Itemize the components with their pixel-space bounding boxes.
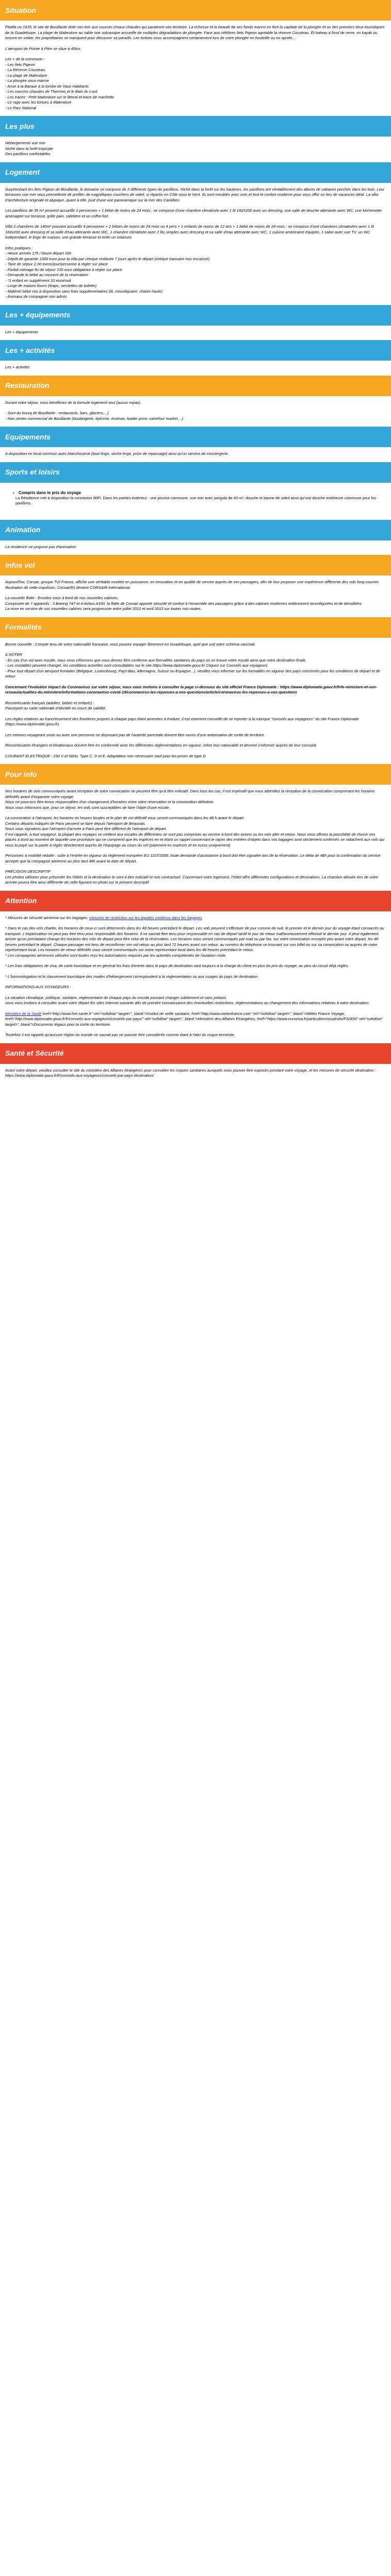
list-item: - Taxe de séjour 2,30 euros/jour/personne à régler sur place [5,262,108,266]
infos-paragraph: Aujourd'hui, Corsair, groupe TUI France, affiche une véritable montée en puissance, en innovation et en qualité de service auprès de ses passagers, afin de leur proposer une expérience différente des vols long courrier. Illustration de cette impulsion, Corsair(R) devient CORSAIR International. [5,580,381,590]
section-text: Les + activités [5,365,30,369]
sports-section [0,483,391,520]
formalites-section [0,638,391,765]
equipements-section [0,447,391,462]
activites-plus-section [0,361,391,376]
attention-section [0,911,391,1043]
section-header-formalites [0,617,391,638]
logement-paragraph: Surplombant les îlets Pigeon de Bouillante, le domaine se compose de 3 différents types de pavillons. Niché dans la forêt sur les hauteurs, les pavillons ont véritablement des allures de cabanes perchés dans les bois. Leur terrasses vue mer vous permettront de profiter de magnifiques couchers de soleil, si répartis en Côte sous le Vent. Ils sont meublés avec soin et tout le confort moderne pour vous offrir un lieu de vacances idéal. La villa d'architecture originale et atypique, quant à elle, jouit d'une vue panoramique sur la mer des Caraïbes. [5,187,386,202]
pour-info-paragraph: Nos horaires de vols communiqués avant réception de votre convocation ne peuvent être qu'à titre indicatif. Dans tous les cas, il est impératif que vous attendiez la réception de la convocation comprenant les horaires définitifs avant d'organiser votre voyage. Nous ne pourrons être tenus responsables d'un changement d'horaires entre votre réservation et la convocation définitive. Nous vous informons que, pour ce séjour, les vols sont susceptibles de faire l'objet d'une escale. [5,789,375,810]
logement-paragraph: Villa 2 chambres de 140m² pouvant accueillir 4 personnes + 2 bébés de moins de 24 mois ou 4 pers + 1 enfants de moins de 12 ans + 1 bébé de moins de 24 mois ; se compose d'une chambres climatisées avec 1 lit 160x200 avec dressing et sa salle d'eau attenante avec WC, 1 chambre climatisée avec 2 lits simples avec dressing et sa salle d'eau attenante avec WC, 1 cuisine américaine équipée, 1 salon avec vue TV, un WC indépendant, le linge de maison, une grande terrasse et enfin un solarium. [5,224,375,240]
restauration-line: - Non centre commercial de Bouillante (boulangerie, épicerie, écomax, loader price, carrefour market,...) [5,416,184,421]
list-item: - Le Parc National [5,105,37,110]
infos-vol-section [0,575,391,617]
section-title: Sports et loisirs [5,468,60,477]
section-header-plus [0,116,391,137]
section-header-pour-info [0,764,391,785]
list-item: - La Réserve Cousteau [5,67,45,72]
formalites-paragraph: Ressortissants français (adultes, bébés et enfants) : Passeport ou carte nationale d'identité en cours de validité. [5,700,107,710]
bullet-label: Compris dans le prix du voyage [19,490,81,495]
list-item: Des pavillons confortables [5,151,51,156]
list-item: - Dépôt de garantie 1000 euro pour la villa par cheque restituée 7 jours après le départ (chèque bancaire non encaissé) [5,256,210,261]
list-item: Hébergements vue mer [5,141,46,145]
attention-paragraph: * Dans le cas des vols charter, les horaires de ceux-ci sont déterminés dans les 48 heures précédant le départ. Les vols peuvent s'effectuer de jour comme de nuit, le premier et le dernier jour du voyage étant consacrés au transport. L'organisateur ne peut pas être tenu pour responsable des horaires. Il ne saurait être tenu pour responsable en cas de départ tardif le jour de retour malheureusement effectué le dernier jour. Il peut également arriver qu'un prestataire change les horaires des vols de départ peut être celui de la réservation. Les horaires vous seront communiqués par mail ou par fax, sur votre convocation envoyée peu avant votre départ, les 48 heures précédant le départ. Chaque passager est tenu de reconfirmer son vol retour au plus tard 72 heures avant son retour, au numéro de téléphone se trouvant sur son billet ou sur sa convocation ou auprès de notre représentant local. Les horaires de retour définitifs vous seront communiqués sur notre représentant local dans les 48 heures précédant le retour. * Les compagnies aériennes utilisées sont toutes reçu les autorisations requises par les autorités compétentes de l'aviation civile. [5,926,384,958]
section-title: Les plus [5,122,35,130]
list-item: - Les Ilets Pigeon [5,62,35,67]
list-item: - Anse à la Barque à la tombe de Vaux Habitants [5,83,89,89]
list-item: Niché dans la forêt tropicale [5,146,53,151]
attention-paragraph [5,1011,386,1028]
section-header-situation [0,0,391,21]
equipements-plus-section [0,326,391,341]
section-title: Santé et Sécurité [5,1049,64,1058]
attention-paragraph [5,916,386,921]
restauration-paragraph: Durant votre séjour, vous bénéficiez de la formule logement seul (aucun repas). [5,400,141,405]
liquid-restrictions-link[interactable]: mesures de restriction sur les liquides contenus dans les bagages [89,915,202,920]
list-item: - La plage de Malendure [5,73,47,78]
formalites-paragraph: Les mineurs voyageant seuls ou avec une personne ne disposant pas de l'autorité parentale doivent être munis d'une autorisation de sortie de territoire. [5,732,265,737]
sante-section [0,1064,391,1084]
pour-info-section [0,785,391,891]
section-header-restauration [0,376,391,396]
list-item: - Les sources chaudes de Thermes et le Bain du Lord [5,89,97,94]
attention-paragraph: * Les frais obligatoires de visa, de carte touristique et en général les frais d'entrée dans le pays de destination sont toujours à la charge du client en plus du prix du voyage, au plus du circuit déjà réglés. [5,963,349,968]
restauration-line: - Sont du bourg de Bouillante : restaurants, bars, glaciers,...) [5,411,109,415]
section-title: Attention [5,896,37,905]
situation-paragraph: Flotilla no 1635, le site de Bouillante doté non-loin aux sources d'eaux chaudes qui paraitront son territoire. La richesse et la beauté de ses fonds marins en font la capitale de la plongée et un des premiers lieux touristiques de la Guadeloupe. La plage de Malendure au sable noir volcanique accueille de multiples dégradations de plongée. Face aux célèbres îlets Pigeon agréable la réserve Cousteau. Et bateau à fond de verre, en kayak ou encore en voilier, les propriétaires se manquent pour découvrir sa paradis. Les tortues vous accompagnent certainement lors de votre plongée en bouteille ou en apnée... [5,25,386,40]
list-item: - Le rage avec les tortues à Malendure [5,100,72,105]
bullet-included [19,490,386,496]
ministry-health-link[interactable]: Ministère de la Santé [5,1011,42,1016]
section-title: Equipements [5,432,51,441]
attention-text: * Mesures de sécurité aérienne sur les bagages: [5,915,90,920]
section-title: Les + activités [5,346,55,354]
section-header-logement [0,162,391,183]
situation-section [0,21,391,116]
formalites-paragraph: A NOTER - En cas d'un vol avec escale, nous vous informons que vous devrez être conforme aux formalités sanitaires du pays où se trouve votre escale ainsi que votre destination finale. - Les modalités peuvent changer, les conditions actuelles sont consultables sur le site https://www.diplomatie.gouv.fr/ Cliquez sur Conseils aux voyageurs. - Pour tout départ d'un aéroport frontalier (Belgique, Luxembourg, Pays-Bas, Allemagne, Suisse ou Espagne...), veuillez vous informer sur les formalités en vigueur des pays concernés pour les conditions de départ et de retour. [5,652,380,679]
sports-description: La Résidence met à disposition la connexion WiFi. Dans les parties extérieur : une piscine commune, vue mer avec pergola de 43 m², douche et banne de soleil ainsi qu'une douche extérieure commune pour les pavillons. [15,495,377,505]
section-title: Restauration [5,381,50,390]
section-title: Situation [5,6,36,14]
list-item: - Forfait ménage fin de séjour 130 euro obligatoire à régler sur place [5,267,122,272]
section-header-sports [0,462,391,483]
pour-info-paragraph: PRÉCISION DESCRIPTIF Les photos utilisées pour présenter les hôtels et la destination le sont à titre indicatif et non contractuel. Concernant votre logement, l'hôtel offre différentes configurations et décorations. La chambre allouée lors de votre arrivée pourra être ainsi différente de celle figurant en photo sur le présent descriptif. [5,869,379,885]
formalites-paragraph: Bonne nouvelle : Compte tenu de votre nationalité française, vous pouvez voyager librement en Guadeloupe, quel que soit votre schéma vaccinal. [5,641,256,647]
section-header-equipements-plus [0,305,391,326]
section-text: Les + équipements [5,329,38,334]
section-text: Avant votre départ, veuillez consulter le site du ministère des Affaires étrangères pour connaître les risques sanitaires auxquels vous pouvez être exposés pendant votre voyage, et les mesures de sécurité destination : https://www.diplomatie.gouv.fr/fr/conseils-aux-voyageurs/conseils-par-pays-destination/ [5,1067,378,1078]
list-title: Les + de la commune : [5,57,45,61]
list-item: - *1 enfant en supplément 10 euro/nuit [5,278,71,283]
logement-paragraph: Les pavillons de 35 m² peuvent accueillir 2 personnes + 1 bébé de moins de 24 mois ; se compose d'une chambre climatisée avec 1 lit 160X200 avec un dressing, une salle de douche attenante avec WC, une kitchenette aménagée sur terrasse, grille pain, cafetière et un coffre-fort. [5,208,383,218]
practical-info-list [5,246,386,300]
list-item: - Animaux de compagnie non admis [5,294,67,299]
section-header-sante [0,1043,391,1064]
section-title: Formalités [5,623,42,632]
section-header-infos-vol [0,555,391,575]
section-title: Les + équipements [5,311,71,319]
restauration-section [0,396,391,427]
formalites-paragraph: Ressortissants étrangers et binationaux doivent être en conformité avec les différentes réglementations en vigueur, selon leur nationalité et devront s'informer auprès de leur consulat. [5,743,317,748]
formalites-paragraph: COURANT ELECTRIQUE : 230 V et 50Hz. Type C, D et E. Adaptateur non nécessaire sauf pour les prises de type D. [5,753,207,758]
plus-section [0,137,391,162]
list-item: - La plongée sous-marine [5,78,50,83]
attention-paragraph: * L'hommologation et le classement touristique des modes d'hébergement correspondent à la réglementation ou aux usages du pays de destination. [5,974,259,979]
attention-paragraph: Toutefois il est rappelé qu'aucune région du monde ne saurait pas ne pouvoir être considérée comme étant à l'abri du risque terroriste. [5,1032,235,1037]
section-title: Infos vol [5,561,35,569]
attention-text: href="http://www.hre.sante.fr" rel="nofollow" target="_blank">Institut de veille sanitaire, href="http://www.meteofrance.com" rel="nofollow" target="_blank">Météo France Voyage, href="http://www.diplomatie.gouv.fr/fr/conseils-aux-voyageurs/conseils-par-pays/" rel="nofollow" target="_blank">Ministère des Affaires Etrangères, href="https://www.eurovisa.fr/particuliers/vosdroits/F32830" rel="nofollow" target="_blank">Documents légaux pour la sortie du territoire. [5,1011,384,1027]
list-item: - Heure arrivée 17h / heure départ 10h [5,251,71,256]
list-item: - Matériel bébé mis à disposition sans frais supplémentaires (lit, moustiquaire, chaise haute) [5,289,163,294]
attention-paragraph: INFORMATIONS AUX VOYAGEURS : [5,985,71,989]
section-title: Animation [5,526,41,534]
situation-airport: L'aéroport de Pointe à Pitre se situe à 45km. [5,46,82,51]
animation-section [0,540,391,555]
attention-paragraph: La situation climatique, politique, sanitaire, réglementaire de chaque pays du monde pouvant changer subitement et sans préavis nous vous invitons à consulter avant votre départ les sites Internet suivants afin de prendre connaissance des éventuelles restrictions, réglementations ou changement des informations relatives à votre destination. [5,995,370,1005]
section-text: La résidence ne propose pas d'animation. [5,544,77,549]
list-title: Infos pratiques : [5,245,33,250]
section-header-attention [0,891,391,911]
formalites-paragraph: Concernant l'évolution impact du Coronavirus sur votre séjour, nous vous invitons à consulter la page ci-dessous du site officiel France Diplomatie : https://www.diplomatie.gouv.fr/fr/le-ministere-et-son-reseau/actualites-du-ministere/informations-coronavirus-covid-19/coronavirus-les-reponses-a-vos-questions/article/coronavirus-les-reponses-a-vos-questions [5,684,378,694]
pour-info-paragraph: La convocation à l'aéroport, les horaires en heures locales et le plan de vol définitif vous seront communiqués dans les 48 h avant le départ. Certains départs indiqués de Paris peuvent se faire depuis l'aéroport de Beauvais. Nous vous signalons que l'aéroport d'arrivée à Paris peut être différent de l'aéroport de départ. Il est rappelé, à tout voyageur, la plupart des voyages se mettent aux escales de différentes se sont pas comprises au service à bord des avions ou les vols aller et retour. Nous vous offrons la possibilité de choisir vos places à bord au moment de laquelle une procédure qui ne comprend que les espèces en et étant un rappel concernant le rayon des entrées d'objets dans vos bagages sont strictement confirmés se rattachent aux vols qui nous la payé sur la partie à régler directement auprès de l'équipage au cours du vol (paiement en espèces et en euros uniquement). [5,816,385,848]
pour-info-paragraph: Personnes à mobilité réduite : suite à l'entrée en vigueur du règlement européen EU 1107/2006, toute demande d'assistance à bord doit être signalée lors de la réservation. Le délai de 48h pour la confirmation du service accepte que la compagnie aérienne au plus tard 48h avant la date de départ. [5,853,382,863]
logement-section [0,183,391,305]
commune-highlights-list [5,57,386,111]
section-title: Logement [5,168,40,177]
list-item: - Linge de maison fourni (draps, serviettes de toilette) [5,283,97,288]
section-text: A disposition en local commun avec blanchisserie (lave-linge, sèche-linge, prise de repassage) ainsi qu'un service de conciergerie. [5,451,229,456]
section-header-animation [0,520,391,540]
section-header-equipements [0,427,391,447]
infos-paragraph: La nouvelle flotte : Envolez-vous à bord de nos nouvelles cabines. Composée de 7 appareils : 3 Boeing 747 et 4 Airbus A330, la flotte de Corsair apporte sécurité et confort à l'ensemble des passagers grâce à des cabines modernes entièrement reconfigurées et de densifiées. La mise en service de nos nouvelles cabines sera progressive entre juillet 2012 et avril 2013 sur toutes nos routes. [5,596,363,611]
list-item: - Les traces : Petit Malendure sur le littoral et trace de machette [5,94,114,99]
section-header-activites-plus [0,340,391,361]
section-title: Pour info [5,770,37,778]
list-item: - Demande le bébé au moment de la réservation [5,273,88,277]
formalites-paragraph: Les règles relatives au franchissement des frontières propres à chaque pays étant amenées à évoluer, il est vivement conseillé de se reporter à la rubrique "conseils aux voyageurs" du site France Diplomatie (https://www.diplomatie.gouv.fr). [5,716,361,726]
